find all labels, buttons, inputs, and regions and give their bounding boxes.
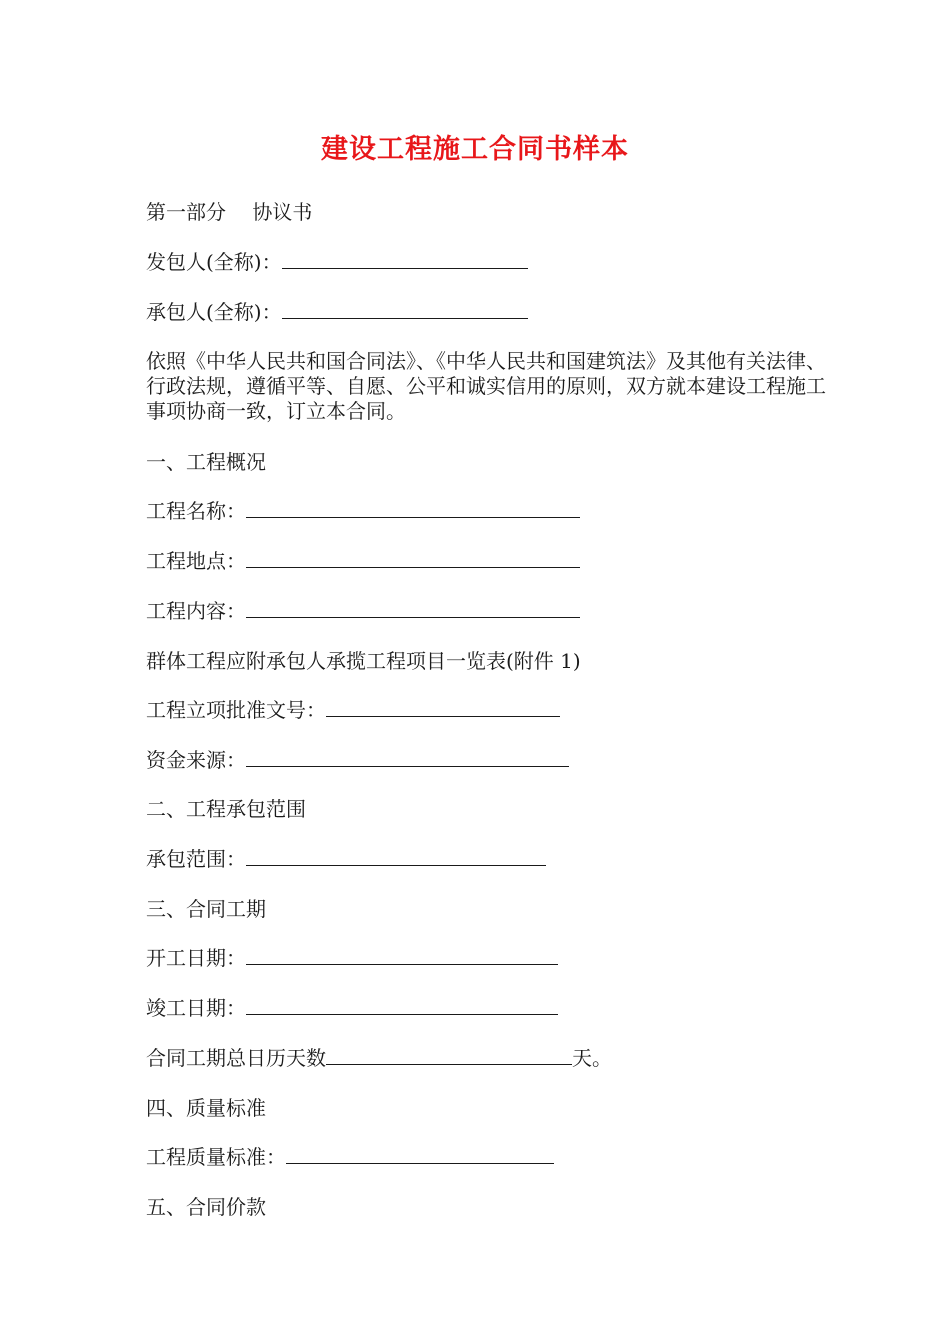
completion-date-row (146, 996, 558, 1020)
employer-blank-field[interactable] (282, 250, 528, 269)
completion-date-blank-field[interactable] (246, 996, 558, 1015)
preamble-paragraph: 依照《中华人民共和国合同法》、《中华人民共和国建筑法》及其他有关法律、行政法规，遵循平等、自愿、公平和诚实信用的原则，双方就本建设工程施工事项协商一致，订立本合同。 (146, 349, 826, 423)
total-days-row (146, 1046, 612, 1070)
funding-source-label: 资金来源： (146, 748, 246, 772)
contractor-blank-field[interactable] (282, 300, 528, 319)
section4-heading: 四、质量标准 (146, 1096, 266, 1120)
project-content-blank-field[interactable] (246, 599, 580, 618)
quality-standard-label: 工程质量标准： (146, 1145, 286, 1169)
start-date-label: 开工日期： (146, 946, 246, 970)
project-location-blank-field[interactable] (246, 549, 580, 568)
project-content-label: 工程内容： (146, 599, 246, 623)
scope-row (146, 847, 546, 871)
part-heading: 第一部分 协议书 (146, 200, 313, 224)
start-date-row (146, 946, 558, 970)
contractor-row (146, 300, 528, 324)
project-name-blank-field[interactable] (246, 499, 580, 518)
scope-label: 承包范围： (146, 847, 246, 871)
total-days-label: 合同工期总日历天数 (146, 1046, 326, 1070)
document-title: 建设工程施工合同书样本 (321, 134, 629, 165)
project-content-row (146, 599, 580, 623)
section3-heading: 三、合同工期 (146, 897, 266, 921)
project-name-label: 工程名称： (146, 499, 246, 523)
section5-heading: 五、合同价款 (146, 1195, 266, 1219)
approval-no-label: 工程立项批准文号： (146, 698, 326, 722)
contractor-label: 承包人(全称)： (146, 300, 282, 324)
project-location-row (146, 549, 580, 573)
group-project-note: 群体工程应附承包人承揽工程项目一览表(附件 1) (146, 649, 581, 673)
project-name-row (146, 499, 580, 523)
section2-heading: 二、工程承包范围 (146, 797, 306, 821)
employer-row (146, 250, 528, 274)
funding-source-row (146, 748, 569, 772)
project-location-label: 工程地点： (146, 549, 246, 573)
approval-no-row (146, 698, 560, 722)
scope-blank-field[interactable] (246, 847, 546, 866)
section1-heading: 一、工程概况 (146, 450, 266, 474)
quality-standard-row (146, 1145, 554, 1169)
quality-standard-blank-field[interactable] (286, 1145, 554, 1164)
total-days-suffix: 天。 (572, 1046, 612, 1070)
total-days-blank-field[interactable] (326, 1046, 572, 1065)
start-date-blank-field[interactable] (246, 946, 558, 965)
completion-date-label: 竣工日期： (146, 996, 246, 1020)
approval-no-blank-field[interactable] (326, 698, 560, 717)
employer-label: 发包人(全称)： (146, 250, 282, 274)
funding-source-blank-field[interactable] (246, 748, 569, 767)
